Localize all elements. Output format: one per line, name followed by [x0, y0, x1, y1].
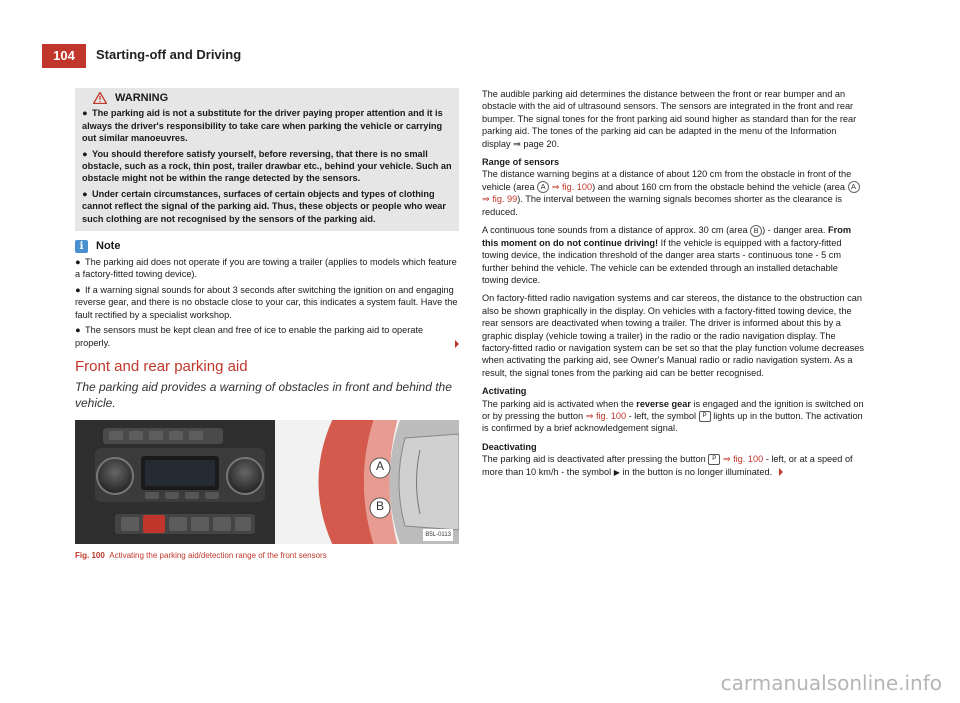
parking-symbol-icon: ▶ [613, 467, 620, 477]
note-item: ● The sensors must be kept clean and free of ice to enable the parking aid to operate properly. [75, 324, 459, 349]
figure-code: B5L-0113 [423, 529, 453, 541]
info-icon: i [75, 240, 88, 253]
note-item: ● The parking aid does not operate if you are towing a trailer (applies to models which feature a factory-fitted towing device). [75, 257, 457, 280]
section-title: Front and rear parking aid [75, 357, 248, 375]
section-intro: The parking aid provides a warning of obstacles in front and behind the vehicle. [75, 380, 452, 411]
note-item: ● If a warning signal sounds for about 3 seconds after switching the ignition on and engaging reverse gear, and there is no obstacle close to your car, this indicates a system fault. Have the fault rectified by a specialist workshop. [75, 284, 458, 320]
fig-100-link[interactable]: ⇒ fig. 100 [551, 181, 593, 192]
note-header [75, 240, 459, 253]
warning-item: ● Under certain circumstances, surfaces of certain objects and types of clothing cannot reflect the signal of the parking aid. Thus, these objects or people who wear such clothing are not recognised by the sensors of the parking aid. [82, 188, 446, 224]
fig-100-link[interactable]: ⇒ fig. 100 [722, 454, 764, 465]
warning-box [75, 88, 459, 231]
display-paragraph: On factory-fitted radio navigation systems and car stereos, the distance to the obstruction can also be shown graphically in the display. On vehicles with a factory-fitted towing device, the rear sensors are deactivated when towing a trailer. The driver is informed about this by a graphic display (vehicle towing a trailer) in the radio or the radio navigation display. The factory-fitted radio or navigation system can be set so that the play function volume decreases when activating the parking aid, see Owner's Manual radio or radio navigation system. As a result, the signal tones from the parking aid can be better recognised. [482, 293, 864, 378]
area-a-marker: A [848, 181, 860, 193]
deactivating-paragraph: The parking aid is deactivated after pressing the button P ⇒ fig. 100 - left, or at a speed of more than 10 km/h - the symbol ▶ in the button is no longer illuminated. [482, 454, 853, 477]
deactivating-heading: Deactivating [482, 441, 537, 452]
area-a-marker: A [537, 181, 549, 193]
continuous-tone-paragraph: A continuous tone sounds from a distance of approx. 30 cm (area B ) - danger area. From this moment on do not continue driving! If the vehicle is equipped with a factory-fitted towing device, the indication threshold of the danger area starts - continuous tone - 5 cm further behind the vehicle. The vehicle can be extended through an installed detachable towing device. [482, 225, 851, 285]
continue-marker-icon [779, 468, 783, 476]
figure-label-b: B [375, 499, 384, 514]
fig-99-link[interactable]: ⇒ fig. 99 [482, 194, 518, 205]
fig-100-link[interactable]: ⇒ fig. 100 [585, 411, 627, 422]
parking-aid-symbol-icon: P [699, 411, 711, 422]
left-column [75, 88, 459, 563]
page-number: 104 [42, 44, 86, 68]
page-title: Starting-off and Driving [96, 47, 242, 62]
range-paragraph: The distance warning begins at a distance of about 120 cm from the obstacle in front of the vehicle (area A ⇒ fig. 100) and about 160 cm from the obstacle behind the vehicle (area A ⇒ fig. 99). The interval between the warning signals becomes shorter as the clearance is reduced. [482, 168, 866, 218]
dashboard-illustration [75, 420, 459, 544]
warning-item: ● You should therefore satisfy yourself, before reversing, that there is no small obstacle, such as a rock, thin post, trailer drawbar etc., behind your vehicle. Such an obstacle might not be within the range detected by the sensors. [82, 148, 452, 184]
activating-heading: Activating [482, 386, 527, 397]
parking-aid-button-icon: P [708, 454, 720, 465]
right-column [482, 88, 866, 485]
figure-caption: Fig. 100 Activating the parking aid/detection range of the front sensors [75, 551, 327, 561]
range-heading: Range of sensors [482, 157, 560, 168]
figure-label-a: A [375, 459, 384, 474]
watermark: carmanualsonline.info [720, 671, 942, 695]
warning-triangle-icon [93, 92, 107, 104]
section-end-marker [455, 340, 459, 348]
warning-title: WARNING [115, 92, 169, 104]
intro-paragraph: The audible parking aid determines the distance between the front or rear bumper and an obstacle with the aid of ultrasound sensors. The sensors are integrated in the front and rear bumper. The signal tones for the front parking aid sound higher as standard than for the rear parking aid. The tones of the parking aid can be adapted in the menu of the Information display ⇒ page 20. [482, 89, 857, 149]
note-title: Note [96, 240, 121, 253]
area-b-marker: B [750, 225, 762, 237]
warning-header [82, 92, 452, 104]
warning-item: ● The parking aid is not a substitute for the driver paying proper attention and it is always the driver's responsibility to take care when parking the vehicle or carrying out similar manoeuvres. [82, 108, 443, 144]
activating-paragraph: The parking aid is activated when the reverse gear is engaged and the ignition is switched on or by pressing the button ⇒ fig. 100 - left, the symbol P lights up in the button. The activation is confirmed by a brief acknowledgement signal. [482, 398, 864, 434]
figure-100 [75, 420, 459, 544]
